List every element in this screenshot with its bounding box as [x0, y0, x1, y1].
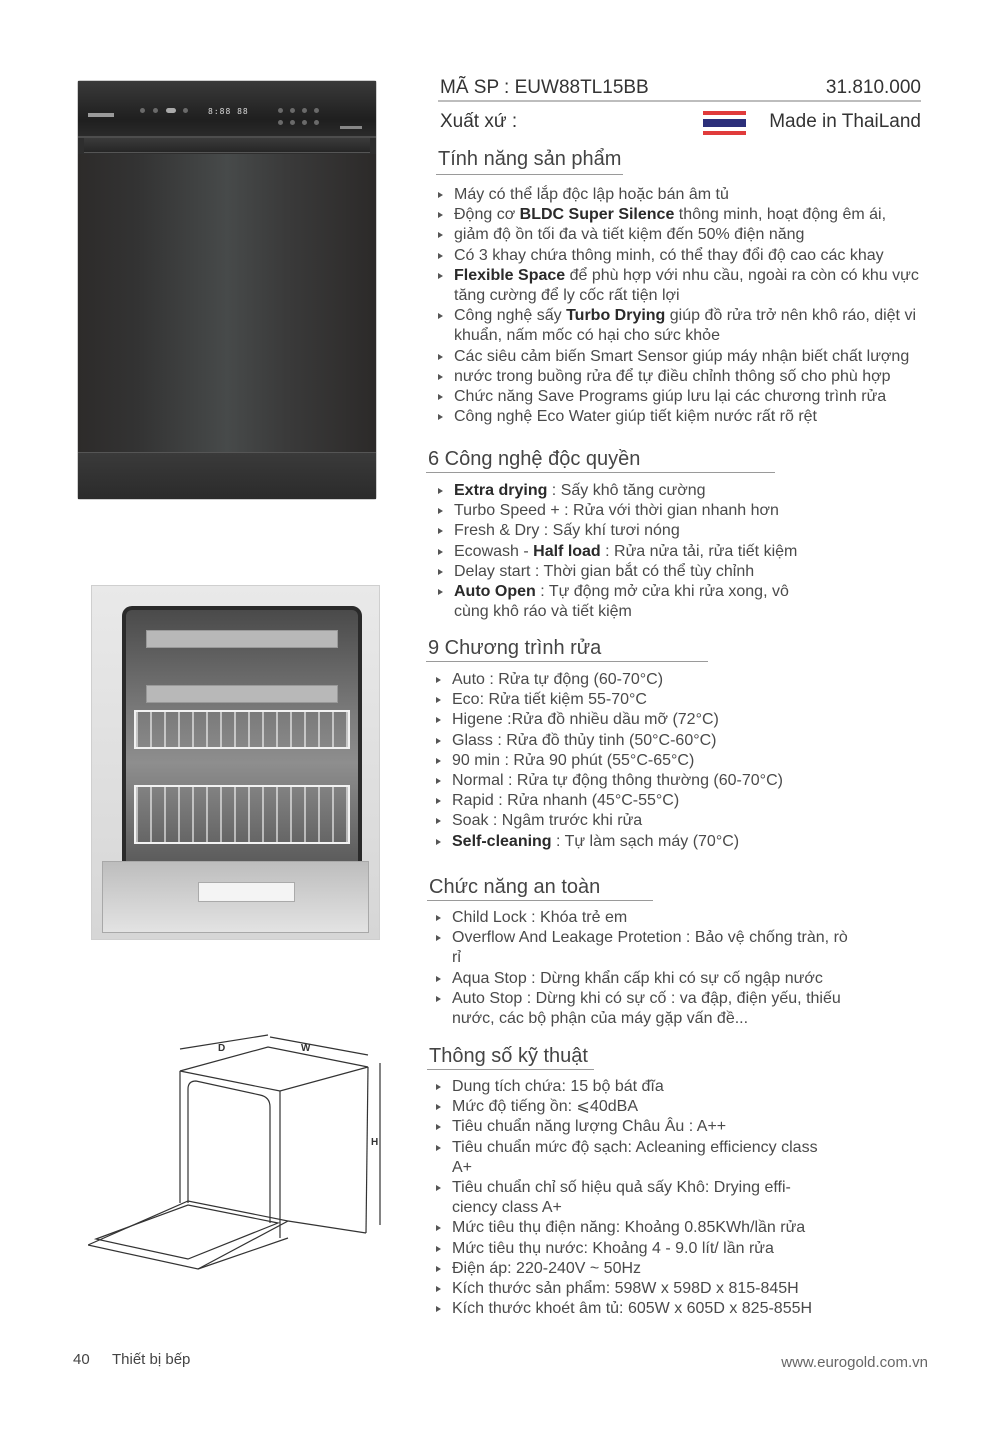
- panel-button-icon: [140, 108, 145, 113]
- list-item: Aqua Stop : Dừng khẩn cấp khi có sự cố ngập nước: [436, 969, 856, 989]
- lower-rack: [134, 785, 350, 844]
- specs-title: Thông số kỹ thuật: [429, 1045, 588, 1067]
- wash-programs-title: 9 Chương trình rửa: [428, 637, 602, 659]
- bullet-icon: [436, 1124, 441, 1130]
- list-item: Auto Stop : Dừng khi có sự cố : va đập, điện yếu, thiếu nước, các bộ phận của máy gặp vấn đề...: [436, 989, 856, 1029]
- specs-underline: [427, 1069, 594, 1070]
- panel-button-icon: [302, 120, 307, 125]
- list-item: Tiêu chuẩn mức độ sạch: Acleaning efficiency class A+: [436, 1138, 821, 1178]
- list-item: Có 3 khay chứa thông minh, có thể thay đổi độ cao các khay: [438, 246, 938, 266]
- panel-button-icon: [278, 108, 283, 113]
- depth-label: D: [218, 1043, 226, 1054]
- upper-rack: [134, 710, 350, 749]
- list-item: Higene :Rửa đồ nhiều dầu mỡ (72°C): [436, 710, 836, 730]
- bullet-icon: [436, 697, 441, 703]
- bullet-icon: [436, 1104, 441, 1110]
- bullet-icon: [436, 1084, 441, 1090]
- page-number: 40: [73, 1351, 90, 1368]
- list-item: giảm độ ồn tối đa và tiết kiệm đến 50% điện năng: [438, 225, 938, 245]
- panel-display: 8:88 88: [208, 107, 249, 116]
- exclusive-tech-list: [438, 481, 808, 622]
- list-item: Dung tích chứa: 15 bộ bát đĩa: [436, 1077, 821, 1097]
- list-item: Overflow And Leakage Protetion : Bảo vệ chống tràn, rò rỉ: [436, 928, 856, 968]
- origin-value: Made in ThaiLand: [769, 111, 921, 132]
- kick-plate: [78, 452, 376, 499]
- door-handle: [84, 138, 370, 153]
- list-item: Soak : Ngâm trước khi rửa: [436, 811, 836, 831]
- middle-tray: [146, 685, 338, 703]
- list-item: Mức tiêu thụ điện năng: Khoảng 0.85KWh/lần rửa: [436, 1218, 821, 1238]
- wash-programs-underline: [426, 661, 708, 662]
- bullet-icon: [438, 589, 443, 595]
- bullet-icon: [438, 273, 443, 279]
- panel-button-icon: [166, 108, 176, 113]
- panel-button-icon: [278, 120, 283, 125]
- bullet-icon: [436, 677, 441, 683]
- list-item: Auto Open : Tự động mở cửa khi rửa xong, vô cùng khô ráo và tiết kiệm: [438, 582, 808, 622]
- dimension-diagram: [88, 1033, 408, 1273]
- safety-list: [436, 908, 856, 1029]
- bullet-icon: [438, 253, 443, 259]
- thailand-flag-icon: [703, 111, 746, 135]
- height-label: H: [371, 1137, 379, 1148]
- model-label: [340, 126, 362, 129]
- list-item: Delay start : Thời gian bắt có thể tùy chỉnh: [438, 562, 808, 582]
- bullet-icon: [436, 1185, 441, 1191]
- bullet-icon: [438, 192, 443, 198]
- bullet-icon: [438, 488, 443, 494]
- bullet-icon: [436, 1306, 441, 1312]
- bullet-icon: [436, 935, 441, 941]
- list-item: Rapid : Rửa nhanh (45°C-55°C): [436, 791, 836, 811]
- bullet-icon: [436, 798, 441, 804]
- list-item: Kích thước khoét âm tủ: 605W x 605D x 825-855H: [436, 1299, 821, 1319]
- header-divider: [438, 100, 921, 102]
- dishwasher-front-image: [78, 81, 376, 499]
- bullet-icon: [438, 212, 443, 218]
- panel-button-icon: [302, 108, 307, 113]
- bullet-icon: [436, 1145, 441, 1151]
- list-item: Mức độ tiếng ồn: ⩽40dBA: [436, 1097, 821, 1117]
- list-item: Extra drying : Sấy khô tăng cường: [438, 481, 808, 501]
- list-item: Self-cleaning : Tự làm sạch máy (70°C): [436, 832, 836, 852]
- bullet-icon: [436, 839, 441, 845]
- open-door: [102, 861, 369, 933]
- top-cutlery-tray: [146, 630, 338, 648]
- bullet-icon: [438, 569, 443, 575]
- bullet-icon: [438, 374, 443, 380]
- list-item: Turbo Speed + : Rửa với thời gian nhanh hơn: [438, 501, 808, 521]
- origin-row: [440, 111, 921, 133]
- wash-programs-list: [436, 670, 836, 852]
- bullet-icon: [436, 818, 441, 824]
- panel-button-icon: [314, 108, 319, 113]
- website-link[interactable]: www.eurogold.com.vn: [781, 1354, 928, 1371]
- list-item: Fresh & Dry : Sấy khí tươi nóng: [438, 521, 808, 541]
- panel-button-icon: [314, 120, 319, 125]
- specs-list: [436, 1077, 821, 1319]
- list-item: Flexible Space để phù hợp với nhu cầu, ngoài ra còn có khu vực tăng cường để ly cốc rất tiện lợi: [438, 266, 924, 306]
- bullet-icon: [436, 717, 441, 723]
- bullet-icon: [436, 1246, 441, 1252]
- bullet-icon: [438, 354, 443, 360]
- bullet-icon: [436, 758, 441, 764]
- wash-cavity: [122, 606, 362, 869]
- list-item: 90 min : Rửa 90 phút (55°C-65°C): [436, 751, 836, 771]
- list-item: Điện áp: 220-240V ~ 50Hz: [436, 1259, 821, 1279]
- bullet-icon: [436, 996, 441, 1002]
- bullet-icon: [438, 414, 443, 420]
- bullet-icon: [438, 313, 443, 319]
- panel-button-icon: [153, 108, 158, 113]
- list-item: Tiêu chuẩn năng lượng Châu Âu : A++: [436, 1117, 821, 1137]
- list-item: Glass : Rửa đồ thủy tinh (50°C-60°C): [436, 731, 836, 751]
- bullet-icon: [436, 738, 441, 744]
- safety-title: Chức năng an toàn: [429, 876, 601, 898]
- list-item: Normal : Rửa tự động thông thường (60-70°C): [436, 771, 836, 791]
- features-list: [438, 185, 938, 427]
- bullet-icon: [438, 528, 443, 534]
- exclusive-tech-underline: [426, 472, 775, 473]
- list-item: Chức năng Save Programs giúp lưu lại các chương trình rửa: [438, 387, 938, 407]
- dishwasher-open-image: [91, 585, 380, 940]
- safety-underline: [427, 900, 653, 901]
- brand-logo: [88, 113, 114, 117]
- width-label: W: [301, 1043, 311, 1054]
- bullet-icon: [436, 976, 441, 982]
- list-item: Auto : Rửa tự động (60-70°C): [436, 670, 836, 690]
- list-item: Mức tiêu thụ nước: Khoảng 4 - 9.0 lít/ lần rửa: [436, 1239, 821, 1259]
- origin-label: Xuất xứ :: [440, 111, 518, 132]
- list-item: Tiêu chuẩn chỉ số hiệu quả sấy Khô: Drying effi-ciency class A+: [436, 1178, 821, 1218]
- model-code: MÃ SP : EUW88TL15BB: [440, 77, 649, 98]
- list-item: Child Lock : Khóa trẻ em: [436, 908, 856, 928]
- bullet-icon: [436, 778, 441, 784]
- bullet-icon: [436, 915, 441, 921]
- model-row: [440, 77, 921, 99]
- bullet-icon: [438, 394, 443, 400]
- bullet-icon: [438, 232, 443, 238]
- panel-button-icon: [290, 108, 295, 113]
- detergent-dispenser: [198, 882, 295, 902]
- exclusive-tech-title: 6 Công nghệ độc quyền: [428, 448, 641, 470]
- control-panel: [78, 81, 376, 138]
- list-item: Công nghệ sấy Turbo Drying giúp đồ rửa trở nên khô ráo, diệt vi khuẩn, nấm mốc có hại cho sức khỏe: [438, 306, 924, 346]
- bullet-icon: [438, 508, 443, 514]
- features-underline: [436, 174, 623, 175]
- list-item: Công nghệ Eco Water giúp tiết kiệm nước rất rõ rệt: [438, 407, 938, 427]
- list-item: Động cơ BLDC Super Silence thông minh, hoạt động êm ái,: [438, 205, 938, 225]
- list-item: nước trong buồng rửa để tự điều chỉnh thông số cho phù hợp: [438, 367, 938, 387]
- bullet-icon: [436, 1266, 441, 1272]
- bullet-icon: [436, 1286, 441, 1292]
- bullet-icon: [438, 549, 443, 555]
- list-item: Máy có thể lắp độc lập hoặc bán âm tủ: [438, 185, 938, 205]
- door-panel: [78, 154, 376, 453]
- panel-button-icon: [290, 120, 295, 125]
- list-item: Eco: Rửa tiết kiệm 55-70°C: [436, 690, 836, 710]
- panel-button-icon: [183, 108, 188, 113]
- list-item: Các siêu cảm biến Smart Sensor giúp máy nhận biết chất lượng: [438, 347, 938, 367]
- features-title: Tính năng sản phẩm: [438, 148, 622, 170]
- bullet-icon: [436, 1225, 441, 1231]
- list-item: Ecowash - Half load : Rửa nửa tải, rửa tiết kiệm: [438, 542, 808, 562]
- price: 31.810.000: [825, 77, 921, 98]
- list-item: Kích thước sản phẩm: 598W x 598D x 815-845H: [436, 1279, 821, 1299]
- section-name: Thiết bị bếp: [112, 1351, 191, 1368]
